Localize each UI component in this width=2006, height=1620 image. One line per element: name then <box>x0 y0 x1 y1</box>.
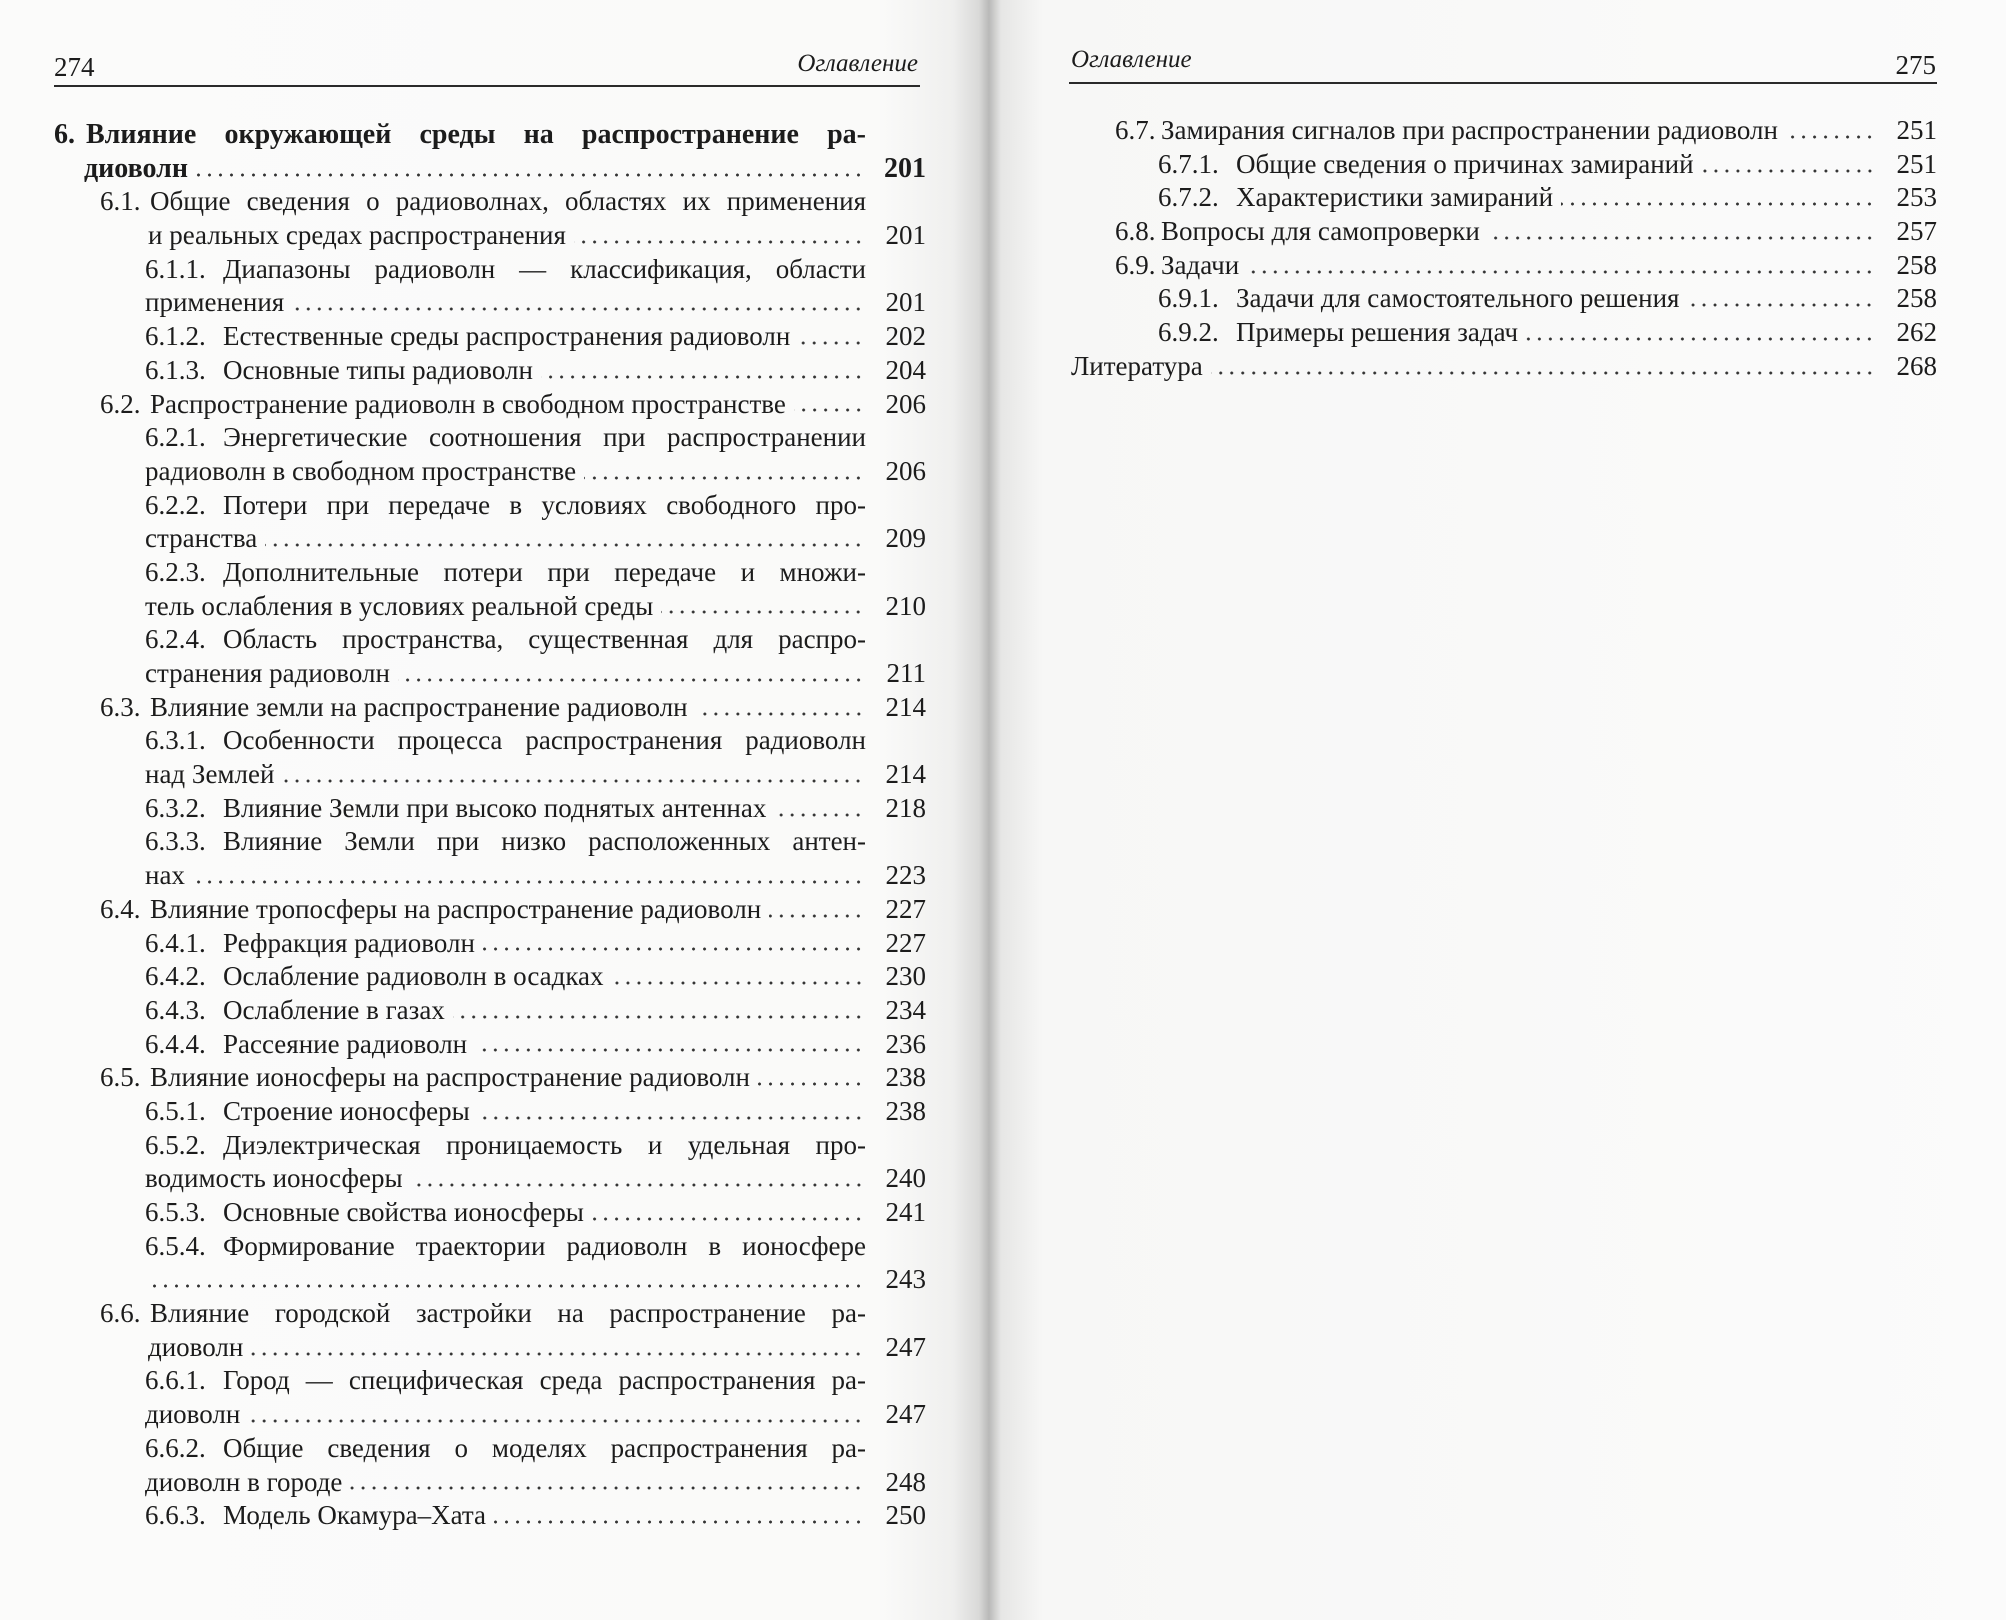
section-title: Город — специфическая среда распространения ра- <box>223 1365 866 1396</box>
section-title: Естественные среды распространения радиоволн <box>223 321 791 352</box>
section-number: 6.4.3. <box>145 994 206 1025</box>
toc-line <box>54 522 926 556</box>
toc-line <box>54 286 926 320</box>
toc-line <box>54 556 926 590</box>
section-title: Общие сведения о моделях распространения ра- <box>223 1432 866 1463</box>
section-title: радиоволн в свободном пространстве <box>145 455 577 486</box>
dot-leader <box>541 373 864 381</box>
section-number: 6.5. <box>100 1062 141 1093</box>
dot-leader <box>1786 133 1875 141</box>
section-title: Ослабление в газах <box>223 994 445 1025</box>
section-number: 6.7.2. <box>1158 182 1219 213</box>
section-title: Влияние тропосферы на распространение радиоволн <box>150 893 762 924</box>
toc-entry <box>54 388 926 422</box>
toc-entry <box>1069 114 1937 148</box>
dot-leader <box>769 912 864 920</box>
dot-leader <box>478 1114 864 1122</box>
header-rule <box>54 85 920 87</box>
section-title: Энергетические соотношения при распространении <box>223 422 866 453</box>
toc-line <box>54 388 926 422</box>
section-number: 6.1.2. <box>145 321 206 352</box>
section-title: водимость ионосферы <box>145 1163 403 1194</box>
dot-leader <box>1488 234 1875 242</box>
section-number: 6.6. <box>100 1298 141 1329</box>
header-rule <box>1069 82 1937 84</box>
section-number: 6.6.1. <box>145 1365 206 1396</box>
section-title: Строение ионосферы <box>223 1095 470 1126</box>
page-reference[interactable]: 258 <box>1896 283 1937 314</box>
toc-entry <box>54 1196 926 1230</box>
page-reference[interactable]: 201 <box>884 152 926 184</box>
section-title: Влияние земли на распространение радиоволн <box>150 691 688 722</box>
section-title: Задачи <box>1161 249 1240 280</box>
toc-line <box>54 859 926 893</box>
section-number: 6.1. <box>100 186 141 217</box>
page-reference[interactable]: 247 <box>885 1331 926 1362</box>
toc-entry <box>54 927 926 961</box>
dot-leader <box>475 1046 864 1054</box>
page-reference[interactable]: 210 <box>885 590 926 621</box>
page-reference[interactable]: 258 <box>1896 249 1937 280</box>
toc-entry <box>54 556 926 623</box>
dot-leader <box>794 406 864 414</box>
toc-entry <box>1069 181 1937 215</box>
toc-line <box>54 724 926 758</box>
dot-leader <box>612 979 864 987</box>
toc-line <box>1069 148 1937 182</box>
section-title: Общие сведения о причинах замираний <box>1236 148 1694 179</box>
toc-line <box>54 253 926 287</box>
page-reference[interactable]: 250 <box>885 1500 926 1531</box>
section-number: 6.2.4. <box>145 624 206 655</box>
section-title: Характеристики замираний <box>1236 182 1554 213</box>
toc-entry <box>1069 249 1937 283</box>
page-reference[interactable]: 253 <box>1896 182 1937 213</box>
dot-leader <box>696 710 864 718</box>
dot-leader <box>248 1417 864 1425</box>
toc-line <box>54 320 926 354</box>
toc-entry <box>54 724 926 791</box>
toc-line <box>54 118 926 152</box>
section-number: 6.7.1. <box>1158 148 1219 179</box>
toc-line <box>54 1432 926 1466</box>
page-reference[interactable]: 209 <box>885 523 926 554</box>
page-reference[interactable]: 202 <box>885 321 926 352</box>
dot-leader <box>1687 301 1875 309</box>
section-title: Распространение радиоволн в свободном пространстве <box>150 388 786 419</box>
running-head: Оглавление <box>1071 46 1192 73</box>
page-reference[interactable]: 227 <box>885 893 926 924</box>
section-title: странства <box>145 523 258 554</box>
section-number: 6.4.4. <box>145 1028 206 1059</box>
toc-line <box>1069 350 1937 384</box>
toc-line <box>54 657 926 691</box>
section-title: Общие сведения о радиоволнах, областях их применения <box>150 186 866 217</box>
toc-list <box>1069 114 1937 384</box>
toc-entry <box>1069 215 1937 249</box>
section-number: 6.4.2. <box>145 961 206 992</box>
section-number: 6.9.1. <box>1158 283 1219 314</box>
toc-entry <box>54 185 926 252</box>
section-number: 6.9. <box>1115 249 1156 280</box>
section-title: Влияние Земли при высоко поднятых антеннах <box>223 792 767 823</box>
toc-entry <box>54 1061 926 1095</box>
toc-line <box>54 758 926 792</box>
page-reference[interactable]: 238 <box>885 1062 926 1093</box>
toc-line <box>54 1162 926 1196</box>
toc-entry <box>54 1095 926 1129</box>
page-reference[interactable]: 248 <box>885 1466 926 1497</box>
dot-leader <box>193 878 864 886</box>
section-title: нах <box>145 860 185 891</box>
toc-line <box>54 1331 926 1365</box>
section-number: 6.3.2. <box>145 792 206 823</box>
toc-entry <box>54 1230 926 1297</box>
toc-line <box>54 960 926 994</box>
toc-line <box>54 927 926 961</box>
toc-line <box>54 623 926 657</box>
toc-entry <box>54 1028 926 1062</box>
toc-entry <box>54 1297 926 1364</box>
toc-line <box>54 825 926 859</box>
section-title: Формирование траектории радиоволн в ионосфере <box>223 1230 866 1261</box>
section-number: 6.2. <box>100 388 141 419</box>
toc-entry <box>1069 282 1937 316</box>
section-number: 6.6.3. <box>145 1500 206 1531</box>
section-title: Рассеяние радиоволн <box>223 1028 468 1059</box>
section-title: Примеры решения задач <box>1236 317 1519 348</box>
dot-leader <box>661 608 864 616</box>
page-reference[interactable]: 238 <box>885 1095 926 1126</box>
dot-leader <box>483 945 864 953</box>
toc-entry <box>54 792 926 826</box>
dot-leader <box>1211 369 1875 377</box>
page-reference[interactable]: 257 <box>1896 216 1937 247</box>
dot-leader <box>758 1080 864 1088</box>
page-reference[interactable]: 214 <box>885 759 926 790</box>
toc-list <box>54 118 926 1533</box>
section-number: 6.3.1. <box>145 725 206 756</box>
toc-entry <box>54 623 926 690</box>
section-number: 6.9.2. <box>1158 317 1219 348</box>
section-number: 6.3.3. <box>145 826 206 857</box>
dot-leader <box>411 1181 864 1189</box>
section-title: Основные типы радиоволн <box>223 354 533 385</box>
section-title: Ослабление радиоволн в осадках <box>223 961 604 992</box>
toc-line <box>54 1129 926 1163</box>
toc-line <box>1069 114 1937 148</box>
dot-leader <box>494 1518 864 1526</box>
page-reference[interactable]: 201 <box>885 220 926 251</box>
section-number: 6.1.3. <box>145 354 206 385</box>
page-reference[interactable]: 251 <box>1896 148 1937 179</box>
toc-line <box>54 792 926 826</box>
toc-line <box>54 1061 926 1095</box>
dot-leader <box>153 1282 864 1290</box>
toc-entry <box>54 253 926 320</box>
toc-entry <box>54 960 926 994</box>
section-number: 6.4.1. <box>145 927 206 958</box>
dot-leader <box>1247 268 1875 276</box>
toc-entry <box>54 421 926 488</box>
toc-entry <box>54 1432 926 1499</box>
page-reference[interactable]: 243 <box>885 1264 926 1295</box>
section-title: Особенности процесса распространения радиоволн <box>223 725 866 756</box>
toc-line <box>54 893 926 927</box>
page-reference[interactable]: 206 <box>885 388 926 419</box>
toc-entry <box>1069 316 1937 350</box>
section-title: странения радиоволн <box>145 658 390 688</box>
page-reference[interactable]: 211 <box>886 658 926 688</box>
page-reference[interactable]: 262 <box>1896 317 1937 348</box>
page-reference[interactable]: 251 <box>1896 115 1937 145</box>
section-number: 6.5.4. <box>145 1230 206 1261</box>
dot-leader <box>574 238 864 246</box>
dot-leader <box>282 777 864 785</box>
toc-line <box>1069 181 1937 215</box>
toc-line <box>54 1196 926 1230</box>
toc-entry <box>54 1364 926 1431</box>
page-reference[interactable]: 240 <box>885 1163 926 1194</box>
section-title: диоволн <box>84 152 189 184</box>
section-title: Дополнительные потери при передаче и множи- <box>223 556 866 587</box>
section-title: Задачи для самостоятельного решения <box>1236 283 1680 314</box>
toc-line <box>54 421 926 455</box>
section-title: применения <box>145 287 285 318</box>
section-number: 6.8. <box>1115 216 1156 247</box>
section-number: 6.2.3. <box>145 556 206 587</box>
section-title: диоволн <box>148 1331 244 1362</box>
dot-leader <box>1702 167 1875 175</box>
section-title: диоволн <box>145 1399 241 1430</box>
toc-entry <box>54 691 926 725</box>
dot-leader <box>774 811 864 819</box>
section-number: 6.6.2. <box>145 1432 206 1463</box>
page-reference[interactable]: 268 <box>1896 350 1937 381</box>
section-number: 6.2.1. <box>145 422 206 453</box>
dot-leader <box>1561 200 1875 208</box>
dot-leader <box>251 1350 864 1358</box>
toc-line <box>54 219 926 253</box>
toc-line <box>54 1263 926 1297</box>
page-reference[interactable]: 204 <box>885 354 926 385</box>
toc-line <box>54 1028 926 1062</box>
section-title: Литература <box>1071 350 1203 381</box>
toc-entry <box>54 825 926 892</box>
page-reference[interactable]: 214 <box>885 691 926 722</box>
toc-line <box>54 1297 926 1331</box>
toc-line <box>54 489 926 523</box>
page-number: 274 <box>54 52 95 82</box>
page-reference[interactable]: 227 <box>885 927 926 958</box>
toc-entry <box>1069 350 1937 384</box>
running-head: Оглавление <box>797 50 918 77</box>
toc-line <box>1069 316 1937 350</box>
section-number: 6.7. <box>1115 115 1156 145</box>
section-number: 6.1.1. <box>145 253 206 284</box>
section-title: Диэлектрическая проницаемость и удельная про- <box>223 1129 866 1160</box>
section-title: Влияние окружающей среды на распространение ра- <box>86 119 866 150</box>
section-number: 6.5.2. <box>145 1129 206 1160</box>
dot-leader <box>265 541 864 549</box>
page-reference[interactable]: 236 <box>885 1028 926 1059</box>
toc-line <box>54 185 926 219</box>
dot-leader <box>592 1215 864 1223</box>
toc-entry <box>54 1129 926 1196</box>
page-reference[interactable]: 230 <box>885 961 926 992</box>
dot-leader <box>798 339 864 347</box>
section-title: и реальных средах распространения <box>148 220 566 251</box>
section-title: Вопросы для самопроверки <box>1161 216 1480 247</box>
toc-line <box>54 691 926 725</box>
toc-entry <box>1069 148 1937 182</box>
section-title: Область пространства, существенная для распро- <box>223 624 866 655</box>
toc-entry <box>54 320 926 354</box>
section-title: Рефракция радиоволн <box>223 927 475 958</box>
section-number: 6.4. <box>100 893 141 924</box>
section-title: Основные свойства ионосферы <box>223 1197 584 1227</box>
section-title: Потери при передаче в условиях свободного про- <box>223 489 866 520</box>
toc-entry <box>54 1499 926 1533</box>
dot-leader <box>453 1013 864 1021</box>
toc-entry <box>54 994 926 1028</box>
toc-line <box>54 1095 926 1129</box>
section-number: 6.5.1. <box>145 1095 206 1126</box>
toc-line <box>54 455 926 489</box>
section-title: Модель Окамура–Хата <box>223 1500 486 1531</box>
page-reference[interactable]: 241 <box>885 1197 926 1227</box>
page-reference[interactable]: 201 <box>885 287 926 318</box>
toc-line <box>54 994 926 1028</box>
section-title: Замирания сигналов при распространении радиоволн <box>1161 115 1778 145</box>
toc-line <box>54 1466 926 1500</box>
section-number: 6. <box>54 119 75 150</box>
toc-line <box>1069 249 1937 283</box>
page-reference[interactable]: 247 <box>885 1399 926 1430</box>
section-title: над Землей <box>145 759 275 790</box>
toc-line <box>54 152 926 186</box>
section-number: 6.2.2. <box>145 489 206 520</box>
section-number: 6.3. <box>100 691 141 722</box>
toc-line <box>1069 215 1937 249</box>
page-number: 275 <box>1895 50 1936 80</box>
toc-line <box>1069 282 1937 316</box>
dot-leader <box>398 676 864 684</box>
toc-entry <box>54 118 926 185</box>
dot-leader <box>1526 335 1875 343</box>
toc-entry <box>54 489 926 556</box>
section-title: Влияние городской застройки на распространение ра- <box>150 1298 866 1329</box>
section-title: Влияние Земли при низко расположенных антен- <box>223 826 866 857</box>
toc-line <box>54 590 926 624</box>
section-title: тель ослабления в условиях реальной среды <box>145 590 654 621</box>
toc-line <box>54 1398 926 1432</box>
section-title: Диапазоны радиоволн — классификация, области <box>223 253 866 284</box>
toc-line <box>54 1364 926 1398</box>
dot-leader <box>196 171 864 179</box>
page-reference[interactable]: 234 <box>885 994 926 1025</box>
page-reference[interactable]: 223 <box>885 860 926 891</box>
toc-line <box>54 1230 926 1264</box>
section-title: диоволн в городе <box>145 1466 343 1497</box>
section-title: Влияние ионосферы на распространение радиоволн <box>150 1062 750 1093</box>
toc-line <box>54 354 926 388</box>
toc-entry <box>54 893 926 927</box>
dot-leader <box>584 474 864 482</box>
toc-entry <box>54 354 926 388</box>
section-number: 6.5.3. <box>145 1197 206 1227</box>
dot-leader <box>350 1484 864 1492</box>
toc-line <box>54 1499 926 1533</box>
page-reference[interactable]: 218 <box>885 792 926 823</box>
dot-leader <box>292 305 864 313</box>
page-reference[interactable]: 206 <box>885 455 926 486</box>
